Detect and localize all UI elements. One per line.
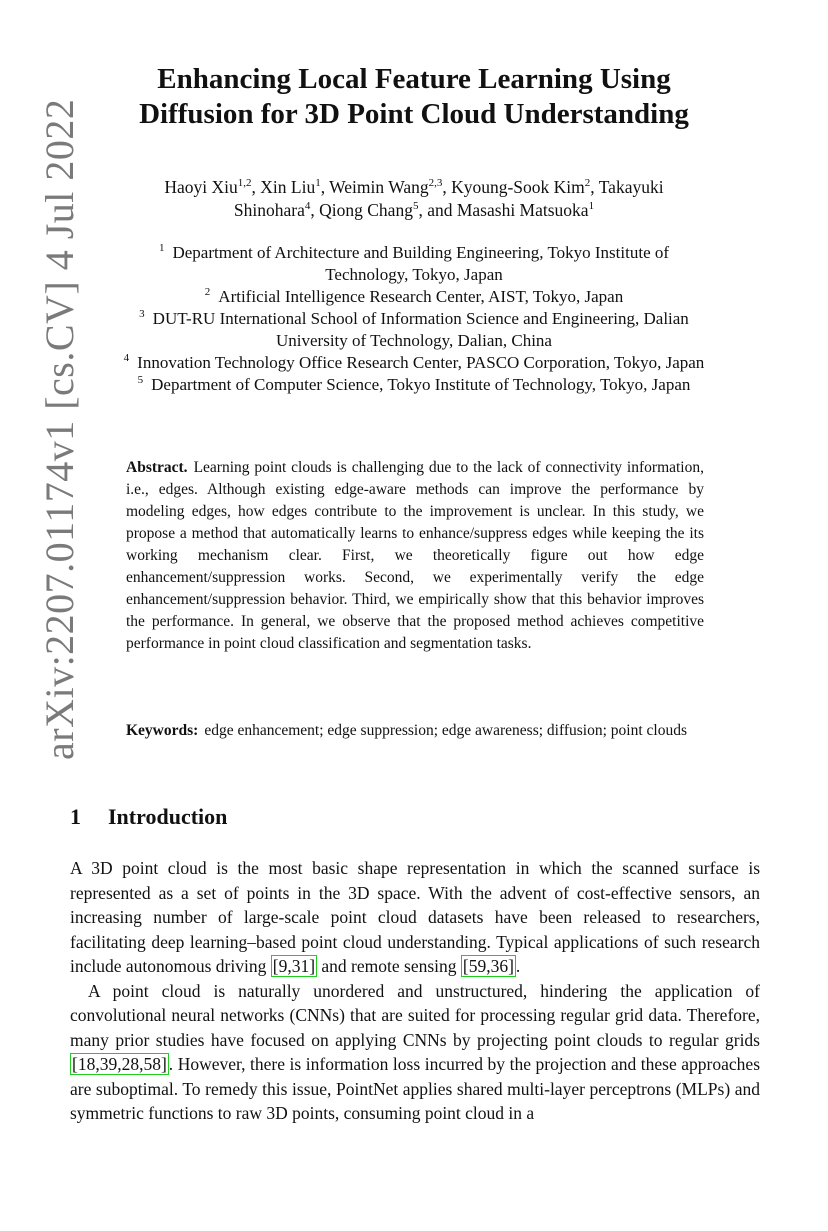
affiliation-marker: 1 [588,200,595,213]
citation-link[interactable]: [9,31] [272,956,316,976]
affiliation-line [70,286,758,308]
affiliation-line [70,352,758,374]
affiliation-text: Department of Computer Science, Tokyo Institute of Technology, Tokyo, Japan [151,375,691,394]
citation-link[interactable]: [18,39,28,58] [72,1054,167,1074]
author-name: Weimin Wang [329,177,429,197]
affiliation-text: Artificial Intelligence Research Center, AIST, Tokyo, Japan [218,287,624,306]
abstract [126,457,704,655]
title-line-1: Enhancing Local Feature Learning Using [157,63,671,95]
affiliation-line [70,242,758,264]
affiliation-text: Innovation Technology Office Research Center, PASCO Corporation, Tokyo, Japan [137,353,705,372]
affiliation-number: 2 [204,286,211,299]
affiliation-line [70,330,758,352]
section-number: 1 [70,804,81,829]
section-title: Introduction [108,804,228,829]
affiliation-line [70,308,758,330]
affiliation-number: 5 [137,374,144,387]
affiliation-text: DUT-RU International School of Information Science and Engineering, Dalian [152,309,689,328]
arxiv-identifier: arXiv:2207.01174v1 [cs.CV] 4 Jul 2022 [37,98,82,760]
author-name: Takayuki [598,177,664,197]
paragraph: A point cloud is naturally unordered and unstructured, hindering the application of convolutional neural networks (CNNs) that are suited for processing regular grid data. Therefore, many prior studies have focused on applying CNNs by projecting point clouds to regular grids [18,39,28,58] . However, there is information loss incurred by the projection and these approaches are suboptimal. To remedy this issue, PointNet applies shared multi-layer perceptrons (MLPs) and symmetric functions to raw 3D points, consuming point cloud in a [70,980,760,1123]
affiliation-marker: 5 [412,200,419,213]
citation-link[interactable]: [59,36] [462,956,514,976]
affiliation-line [70,374,758,396]
keywords [126,720,704,742]
body-text [70,856,760,1126]
author-line-2: Shinohara$^4$, Qiong Chang$^5$, and Masashi Matsuoka$^1$ [233,200,595,220]
keywords-text: edge enhancement; edge suppression; edge awareness; diffusion; point clouds [204,722,687,739]
affiliation-number: 1 [158,242,165,255]
author-name: Xin Liu [260,177,316,197]
abstract-label: Abstract. [126,459,188,476]
affiliation-marker: 2 [584,177,591,190]
affiliation-line [70,264,758,286]
paper-title [80,62,748,132]
affiliation-text: Technology, Tokyo, Japan [325,265,503,284]
affiliation-list [70,242,758,396]
author-list [70,176,758,222]
affiliation-text: University of Technology, Dalian, China [276,331,552,350]
affiliation-text: Department of Architecture and Building Engineering, Tokyo Institute of [172,243,670,262]
title-line-2: Diffusion for 3D Point Cloud Understanding [139,98,689,130]
affiliation-number: 3 [139,308,145,321]
keywords-label: Keywords: [126,722,199,739]
section-heading [70,804,758,830]
author-name: Haoyi Xiu [164,177,238,197]
paragraph: A 3D point cloud is the most basic shape representation in which the scanned surface is represented as a set of points in the 3D space. With the advent of cost-effective sensors, an increasing number of large-scale point cloud datasets have been released to researchers, facilitating deep learning–based point cloud understanding. Typical applications of such research include autonomous driving [9,31] and remote sensing [59,36] . [70,858,760,976]
affiliation-marker: 2,3 [428,177,443,190]
author-name: Qiong Chang [319,200,413,220]
author-name: Shinohara [233,200,305,220]
affiliation-marker: 1,2 [237,177,252,190]
abstract-text: Learning point clouds is challenging due to the lack of connectivity information, i.e., edges. Although existing edge-aware methods can improve the performance by modeling edges, how edges contribute to the improvement is unclear. In this study, we propose a method that automatically learns to enhance/suppress edges while keeping the its working mechanism clear. First, we theoretically figure out how edge enhancement/suppression works. Second, we experimentally verify the edge enhancement/suppression behavior. Third, we empirically show that this behavior improves the performance. In general, we observe that the proposed method achieves competitive performance in point cloud classification and segmentation tasks. [126,459,704,652]
author-line-1: Haoyi Xiu$^{1,2}$, Xin Liu$^1$, Weimin Wang$^{2,3}$, Kyoung-Sook Kim$^2$, Takayuki [164,177,664,197]
affiliation-number: 4 [123,352,130,365]
affiliation-marker: 1 [315,177,321,190]
author-name: Masashi Matsuoka [456,200,589,220]
author-name: Kyoung-Sook Kim [451,177,585,197]
affiliation-marker: 4 [304,200,311,213]
